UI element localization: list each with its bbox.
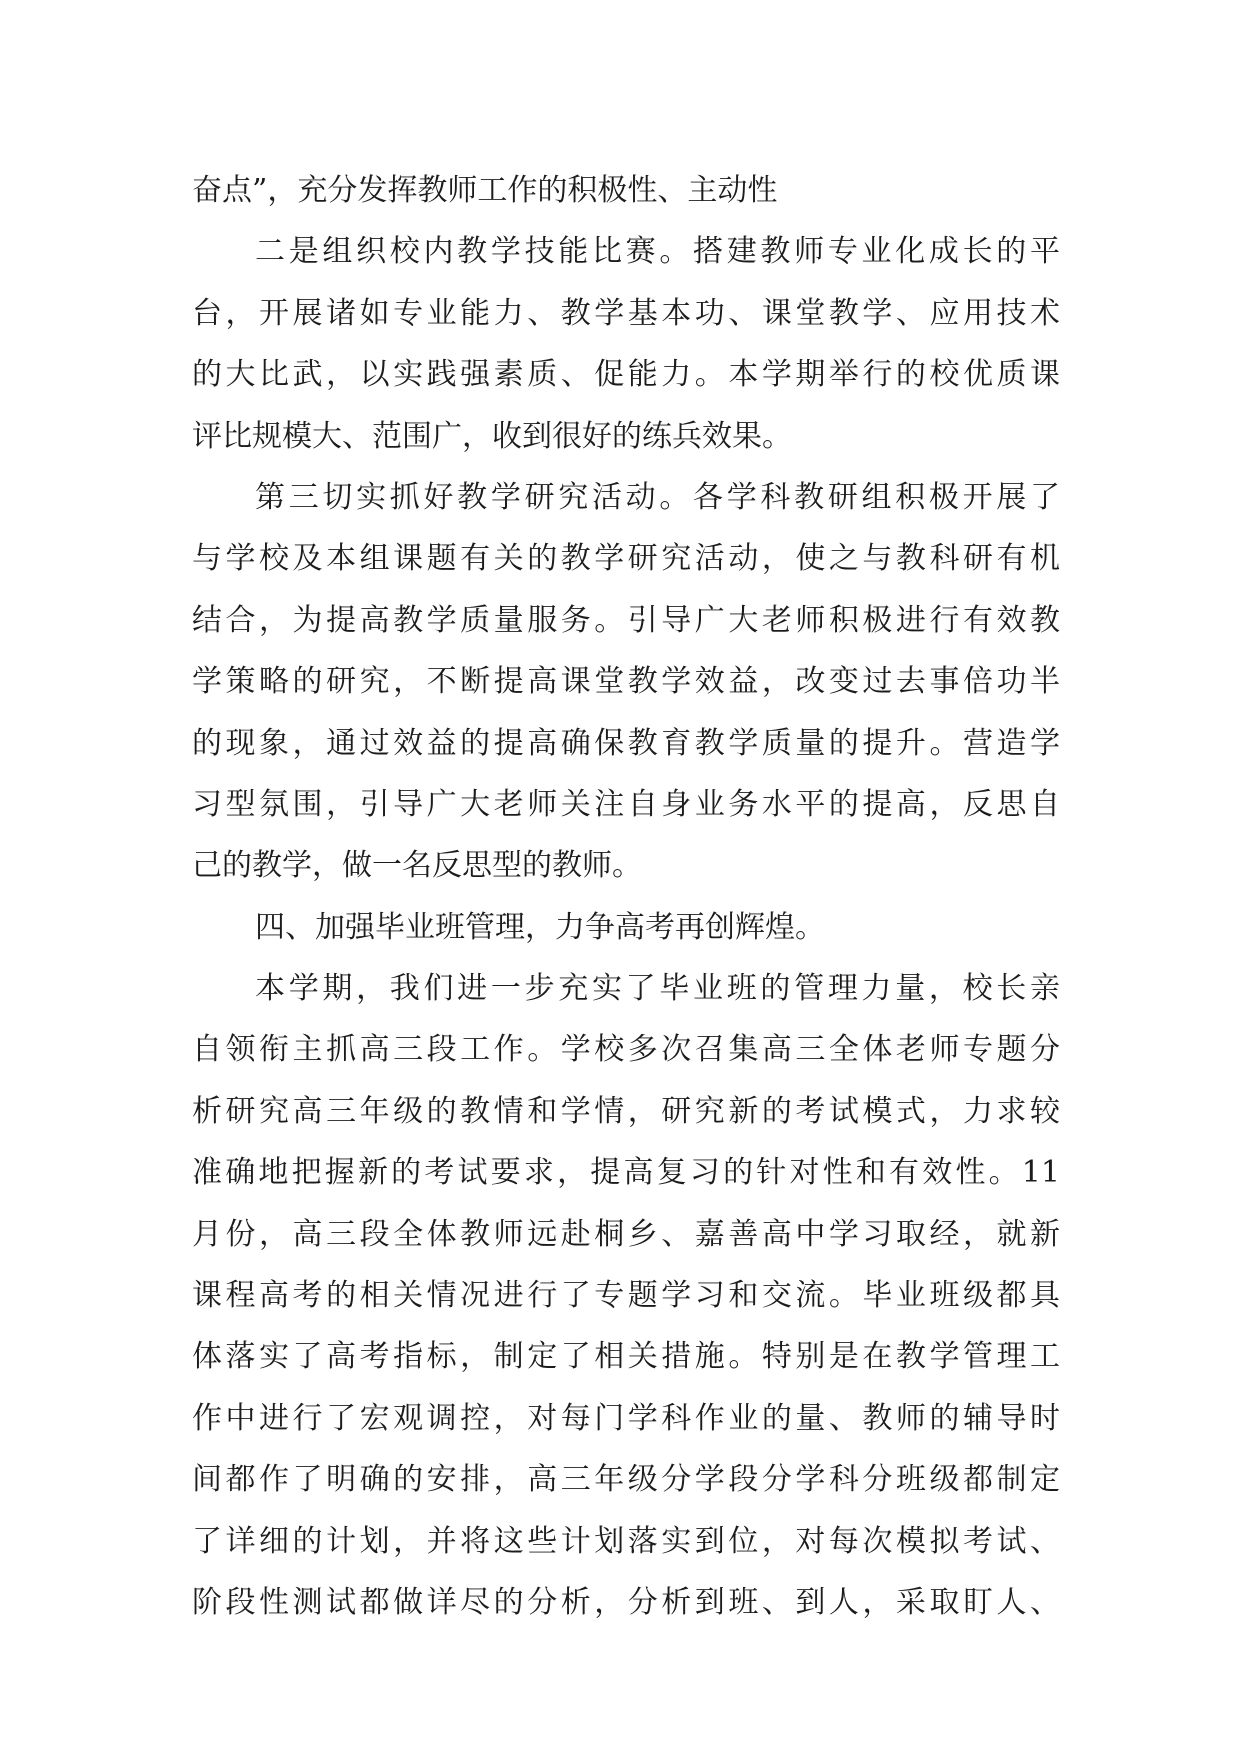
text-line: 自领衔主抓高三段工作。学校多次召集高三全体老师专题分: [192, 1032, 1060, 1068]
text-line: 间都作了明确的安排，高三年级分学段分学科分班级都制定: [192, 1462, 1060, 1498]
text-line: 阶段性测试都做详尽的分析，分析到班、到人，采取盯人、: [192, 1584, 1060, 1620]
text-line: 奋点”，充分发挥教师工作的积极性、主动性: [192, 173, 778, 208]
text-line: 的大比武，以实践强素质、促能力。本学期举行的校优质课: [192, 357, 1060, 393]
text-line: 学策略的研究，不断提高课堂教学效益，改变过去事倍功半: [192, 664, 1060, 700]
text-line: 四、加强毕业班管理，力争高考再创辉煌。: [255, 909, 825, 945]
text-line: 准确地把握新的考试要求，提高复习的针对性和有效性。11: [192, 1155, 1060, 1191]
text-line: 作中进行了宏观调控，对每门学科作业的量、教师的辅导时: [192, 1400, 1060, 1436]
text-line: 习型氛围，引导广大老师关注自身业务水平的提高，反思自: [192, 786, 1060, 822]
text-line: 析研究高三年级的教情和学情，研究新的考试模式，力求较: [192, 1093, 1060, 1129]
text-line: 己的教学，做一名反思型的教师。: [192, 848, 642, 884]
text-line: 本学期，我们进一步充实了毕业班的管理力量，校长亲: [255, 971, 1060, 1007]
text-line: 体落实了高考指标，制定了相关措施。特别是在教学管理工: [192, 1339, 1060, 1375]
text-line: 台，开展诸如专业能力、教学基本功、课堂教学、应用技术: [192, 295, 1060, 331]
text-line: 的现象，通过效益的提高确保教育教学质量的提升。营造学: [192, 725, 1060, 761]
text-line: 评比规模大、范围广，收到很好的练兵效果。: [192, 418, 792, 454]
text-line: 月份，高三段全体教师远赴桐乡、嘉善高中学习取经，就新: [192, 1216, 1060, 1252]
text-line: 第三切实抓好教学研究活动。各学科教研组积极开展了: [255, 479, 1060, 515]
document-body: [192, 160, 1060, 1633]
text-line: 了详细的计划，并将这些计划落实到位，对每次模拟考试、: [192, 1523, 1060, 1559]
text-line: 二是组织校内教学技能比赛。搭建教师专业化成长的平: [255, 234, 1060, 270]
text-line: 结合，为提高教学质量服务。引导广大老师积极进行有效教: [192, 602, 1060, 638]
text-line: 与学校及本组课题有关的教学研究活动，使之与教科研有机: [192, 541, 1060, 577]
text-line: 课程高考的相关情况进行了专题学习和交流。毕业班级都具: [192, 1278, 1060, 1314]
